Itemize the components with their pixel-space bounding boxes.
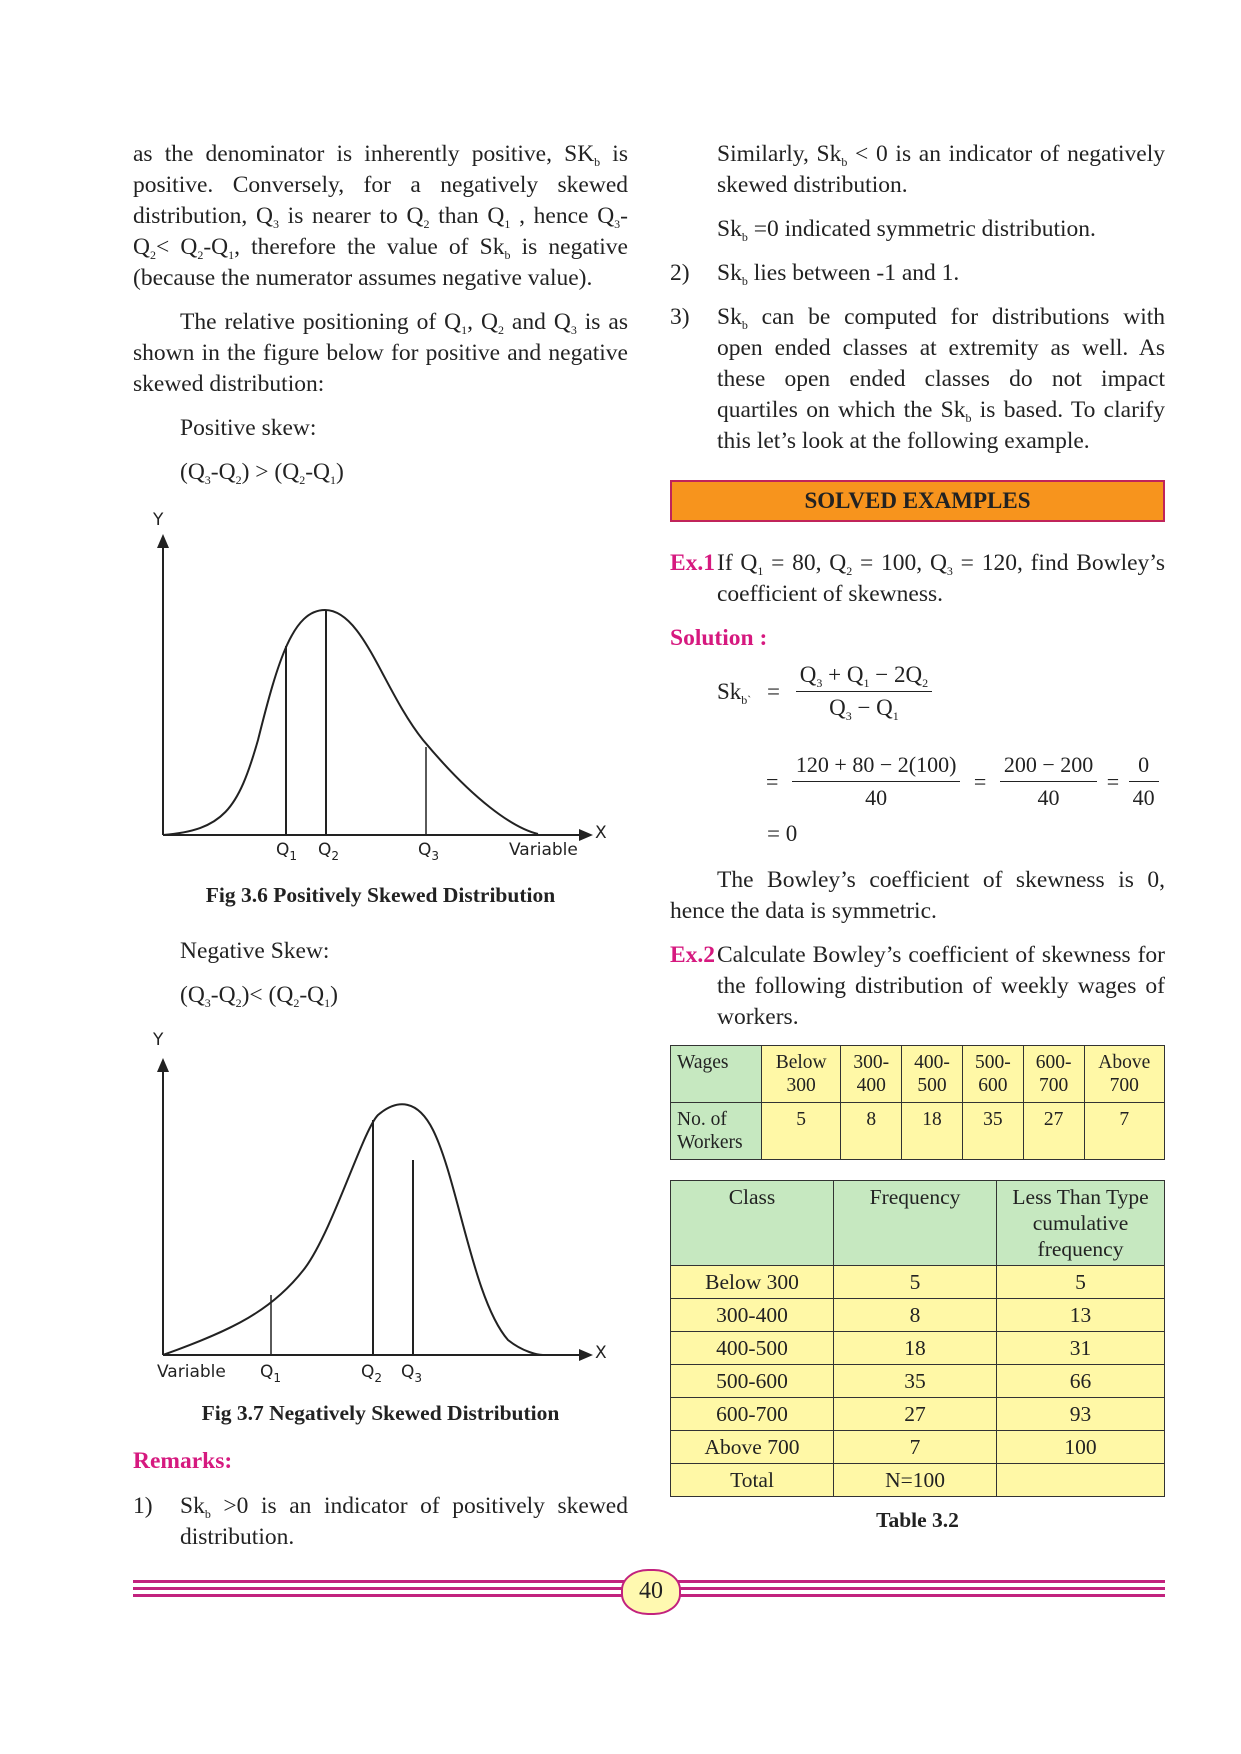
x-axis-arrow (579, 829, 593, 841)
table-row-total: Total N=100 (671, 1464, 1165, 1497)
negative-skew-formula: $(Q_3-Q_2)< (Q_2-Q_1)$ (180, 982, 338, 1010)
remark-2: 2) $Sk_b$ lies between -1 and 1. (670, 260, 960, 288)
worker-cell: 35 (962, 1103, 1023, 1160)
symmetric-text: $Sk_b =0$ indicated symmetric distribution. (717, 216, 1096, 244)
remark-1: 1) $Sk_b >0$ is an indicator of positively skewed distribution. (133, 1493, 628, 1550)
solved-examples-banner: SOLVED EXAMPLES (670, 480, 1165, 522)
bowley-formula (717, 662, 932, 721)
example-2: Ex.2 Calculate Bowley’s coefficient of skewness for the following distribution of weekly wages of workers. (670, 942, 1165, 1030)
formula-lhs: $Sk_{b`}$ (717, 678, 752, 707)
negative-skew-heading: Negative Skew: (180, 938, 330, 964)
wage-cell: 500-600 (962, 1046, 1023, 1103)
page-footer (133, 1578, 1165, 1604)
variable-label: Variable (157, 1362, 226, 1382)
y-axis-arrow (157, 534, 169, 548)
wage-cell: Above 700 (1084, 1046, 1164, 1103)
x-axis-arrow (579, 1349, 593, 1361)
conclusion-and-example-2 (670, 865, 1165, 1046)
positive-skew-heading: Positive skew: (180, 415, 317, 441)
positive-skew-graph (133, 510, 628, 870)
negative-skew-graph (133, 1030, 628, 1390)
y-axis-label: Y (153, 510, 164, 530)
negative-indicator-text: Similarly, $Sk_b < 0$ is an indicator of negatively skewed distribution. (717, 141, 1166, 198)
workers-row (671, 1103, 1165, 1160)
wage-cell: 600-700 (1023, 1046, 1084, 1103)
q3-label: $Q_3$ (401, 1362, 423, 1385)
step-1-fraction: $\frac{120 + 80 - 2(100)}{40}$ (792, 752, 960, 811)
table-row: 300-400 8 13 (671, 1299, 1165, 1332)
figure-3-7-caption: Fig 3.7 Negatively Skewed Distribution (201, 1401, 560, 1425)
wages-header: Wages (671, 1046, 762, 1103)
wages-table (670, 1045, 1165, 1160)
table-row: 600-700 27 93 (671, 1398, 1165, 1431)
example-1: Ex.1 If $Q_1 = 80$, $Q_2 = 100$, $Q_3 = 120$, find Bowley’s coefficient of skewness. (670, 550, 1165, 607)
q1-label: $Q_1$ (276, 840, 298, 863)
wages-row (671, 1046, 1165, 1103)
table-row: 400-500 18 31 (671, 1332, 1165, 1365)
wage-cell: 400-500 (902, 1046, 963, 1103)
q2-label: $Q_2$ (361, 1362, 383, 1385)
page-number: 40 (621, 1569, 681, 1615)
table-header-row (671, 1181, 1165, 1266)
figure-positively-skewed (133, 510, 628, 870)
worker-cell: 27 (1023, 1103, 1084, 1160)
step-equals-1: = (766, 768, 779, 794)
positive-skew-curve (163, 610, 538, 835)
step-2-fraction: $\frac{200 - 200}{40}$ (1000, 752, 1097, 811)
worker-cell: 5 (762, 1103, 841, 1160)
cumulative-header: Less Than Type cumulative frequency (997, 1181, 1165, 1266)
formula-equals: = (767, 678, 781, 704)
paragraph-relative-positioning: The relative positioning of $Q_1$, $Q_2$ and $Q_3$ is as shown in the figure below for positive and negative skewed distribution: (133, 309, 628, 397)
step-equals-3: = (1106, 768, 1120, 794)
q2-label: $Q_2$ (318, 840, 340, 863)
remark-3: 3) $Sk_b$ can be computed for distributions with open ended classes at extremity as well. As these open ended classes do not impact quartiles on which the $Sk_b$ is based. To clarify this let’s look at the following example. (670, 304, 1165, 454)
worker-cell: 8 (841, 1103, 902, 1160)
frequency-header: Frequency (834, 1181, 997, 1266)
formula-steps (766, 752, 1159, 811)
left-column (133, 139, 628, 501)
wage-cell: Below 300 (762, 1046, 841, 1103)
step-equals-2: = (973, 768, 987, 794)
formula-result: = 0 (767, 821, 798, 846)
formula-fraction: $\frac{Q_3 + Q_1 - 2Q_2}{Q_3 - Q_1}$ (796, 662, 932, 721)
workers-header: No. of Workers (671, 1103, 762, 1160)
y-axis-arrow (157, 1058, 169, 1072)
negative-skew-curve (163, 1104, 543, 1355)
step-3-fraction: $\frac{0}{40}$ (1129, 752, 1159, 811)
x-axis-label: X (595, 823, 607, 843)
y-axis-label: Y (153, 1030, 164, 1050)
remarks-title: Remarks: (133, 1448, 233, 1474)
worker-cell: 7 (1084, 1103, 1164, 1160)
solution-label: Solution : (670, 625, 768, 651)
q3-label: $Q_3$ (418, 840, 440, 863)
class-header: Class (671, 1181, 834, 1266)
variable-label: Variable (509, 840, 578, 860)
table-row: Above 700 7 100 (671, 1431, 1165, 1464)
table-row: Below 300 5 5 (671, 1266, 1165, 1299)
right-column (670, 139, 1165, 470)
table-row: 500-600 35 66 (671, 1365, 1165, 1398)
positive-skew-formula: $(Q_3-Q_2) > (Q_2-Q_1)$ (180, 459, 344, 487)
remarks-block (133, 1446, 628, 1566)
paragraph-denominator: as the denominator is inherently positive, $SK_b$ is positive. Conversely, for a negatively skewed distribution, $Q_3$ is nearer to $Q_2$ than $Q_1$ , hence $Q_3-Q_2< Q_2-Q_1$, therefore the value of $Sk_b$ is negative (because the numerator assumes negative value). (133, 141, 628, 291)
wage-cell: 300-400 (841, 1046, 902, 1103)
conclusion-text: The Bowley’s coefficient of skewness is 0, hence the data is symmetric. (670, 867, 1165, 924)
q1-label: $Q_1$ (260, 1362, 282, 1385)
negative-skew-block (133, 936, 628, 1024)
figure-negatively-skewed (133, 1030, 628, 1390)
cumulative-frequency-table (670, 1180, 1165, 1497)
figure-3-6-caption: Fig 3.6 Positively Skewed Distribution (205, 883, 556, 907)
x-axis-label: X (595, 1343, 607, 1363)
example-1-block (670, 548, 1165, 667)
table-3-2-caption: Table 3.2 (876, 1508, 959, 1532)
worker-cell: 18 (902, 1103, 963, 1160)
